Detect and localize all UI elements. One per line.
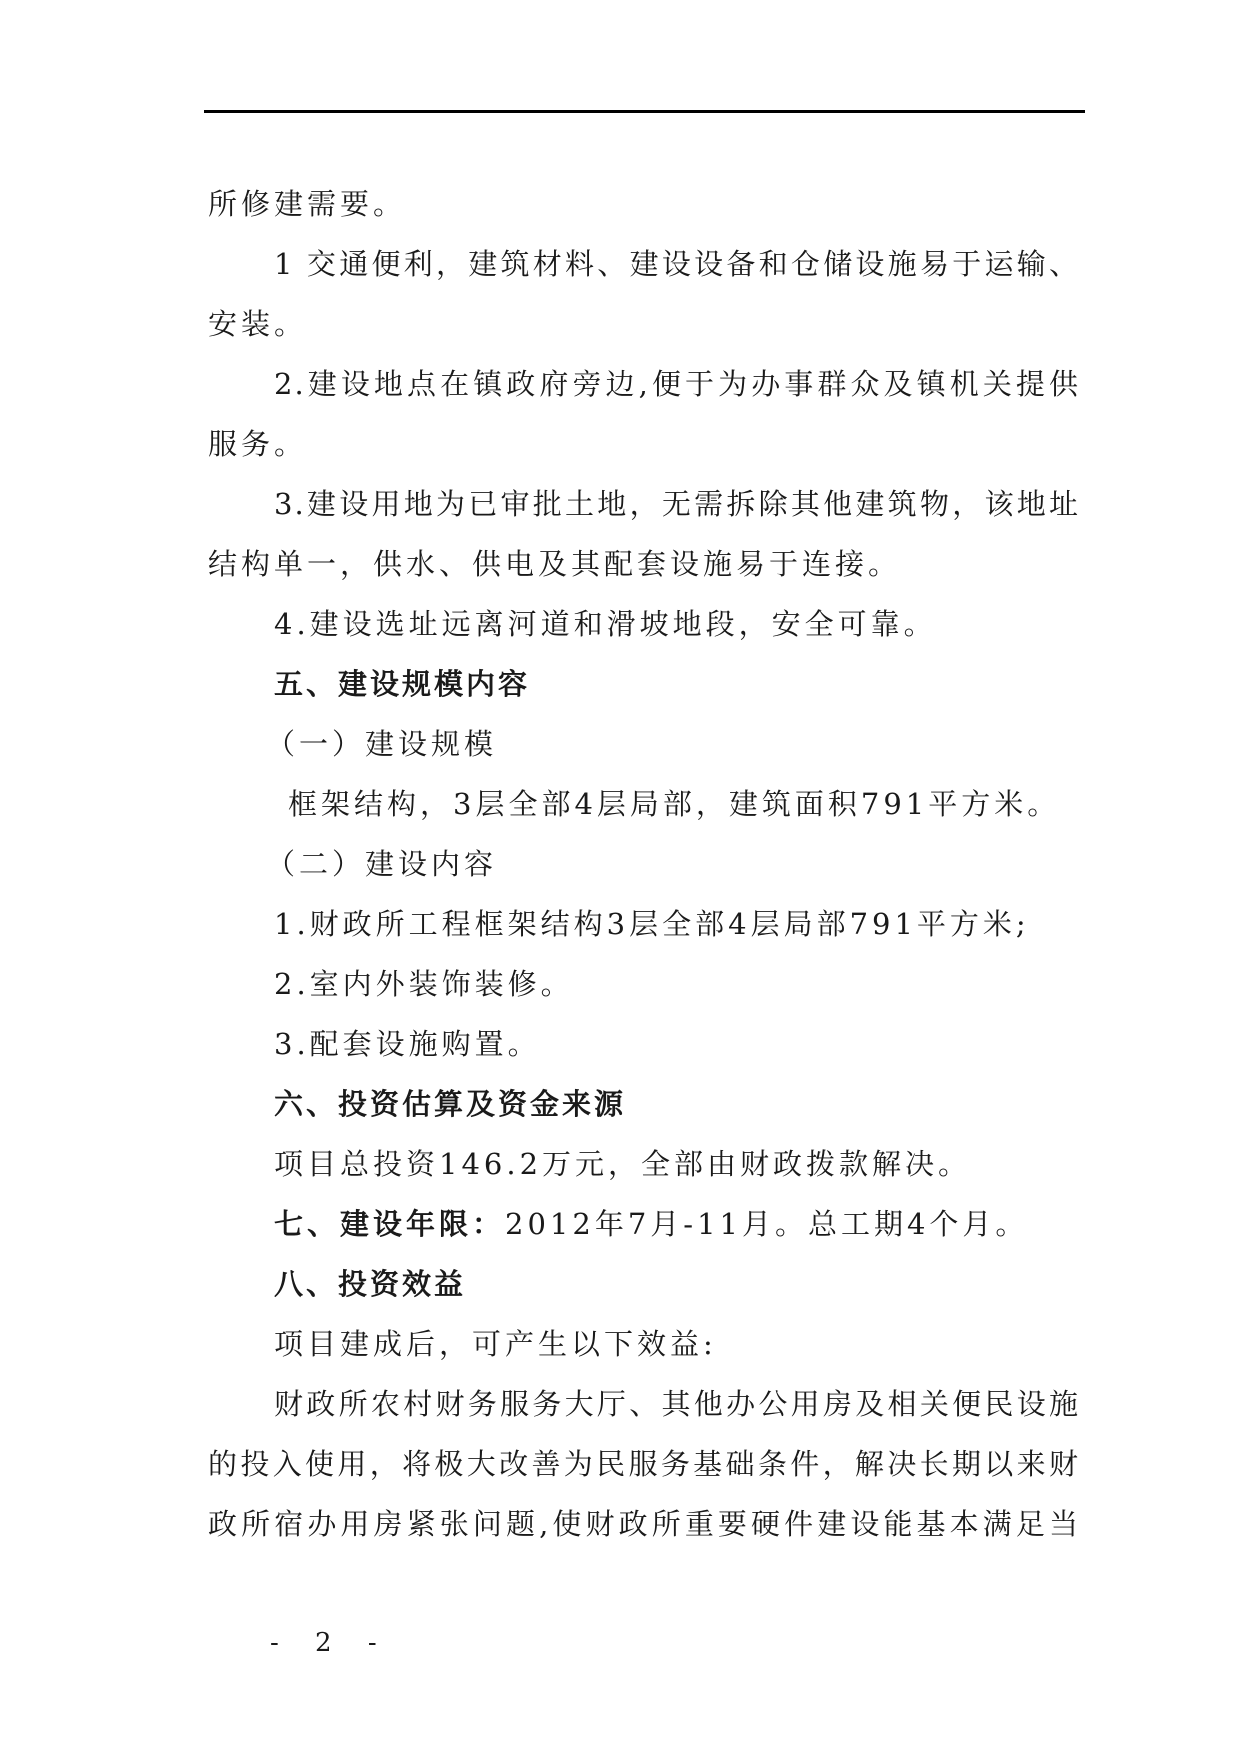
paragraph-line: 项目建成后，可产生以下效益: — [274, 1327, 717, 1361]
paragraph-line: 项目总投资146.2万元，全部由财政拨款解决。 — [274, 1147, 972, 1181]
section-heading: 五、建设规模内容 — [274, 667, 531, 701]
list-item: 1.财政所工程框架结构3层全部4层局部791平方米; — [274, 907, 1030, 941]
section-heading: 六、投资估算及资金来源 — [274, 1087, 627, 1121]
subsection-heading: （一）建设规模 — [266, 727, 498, 761]
section-heading-text: 2012年7月-11月。总工期4个月。 — [505, 1207, 1029, 1241]
section-heading: 八、投资效益 — [274, 1267, 467, 1301]
list-item: 3.配套设施购置。 — [274, 1027, 541, 1061]
paragraph-line: 财政所农村财务服务大厅、其他办公用房及相关便民设施 — [274, 1387, 1080, 1421]
paragraph-line: 安装。 — [208, 307, 308, 341]
subsection-heading: （二）建设内容 — [266, 847, 498, 881]
paragraph-line: 2.建设地点在镇政府旁边,便于为办事群众及镇机关提供 — [274, 367, 1080, 401]
list-item: 2.室内外装饰装修。 — [274, 967, 574, 1001]
paragraph-line: 的投入使用，将极大改善为民服务基础条件，解决长期以来财 — [208, 1447, 1080, 1481]
header-rule — [204, 110, 1085, 113]
paragraph-line: 所修建需要。 — [208, 187, 407, 221]
section-heading-inline — [274, 1206, 1028, 1242]
paragraph-line: 框架结构，3层全部4层局部，建筑面积791平方米。 — [288, 787, 1061, 821]
paragraph-line: 服务。 — [208, 427, 308, 461]
paragraph-line: 结构单一，供水、供电及其配套设施易于连接。 — [208, 547, 902, 581]
page-number: - 2 - — [270, 1628, 391, 1658]
paragraph-line: 政所宿办用房紧张问题,使财政所重要硬件建设能基本满足当 — [208, 1507, 1080, 1541]
section-heading-label: 七、建设年限： — [274, 1207, 506, 1241]
paragraph-line: 1 交通便利，建筑材料、建设设备和仓储设施易于运输、 — [274, 247, 1080, 281]
paragraph-line: 3.建设用地为已审批土地，无需拆除其他建筑物，该地址 — [274, 487, 1080, 521]
paragraph-line: 4.建设选址远离河道和滑坡地段，安全可靠。 — [274, 607, 937, 641]
